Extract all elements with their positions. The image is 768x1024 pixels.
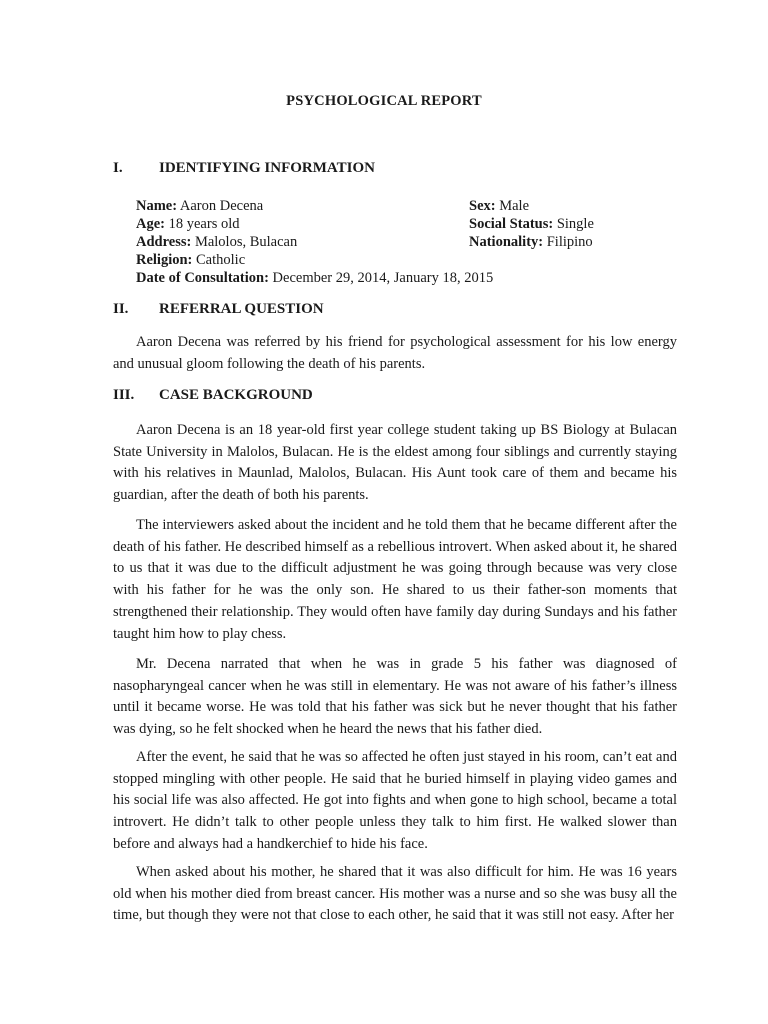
info-value: Aaron Decena — [177, 198, 264, 214]
info-label: Nationality: — [469, 234, 544, 250]
paragraph-text: Mr. Decena narrated that when he was in grade 5 his father was diagnosed of nasopharyngeal cancer when he was still in elementary. He was not aware of his father’s illness until it became worse. He was told that his father was sick but he never thought that his father was dying, so he felt shocked when he heard the news that his father died. — [113, 656, 677, 738]
paragraph-text: Aaron Decena was referred by his friend for psychological assessment for his low energy and unusual gloom following the death of his parents. — [113, 334, 677, 372]
background-paragraph-1 — [113, 420, 677, 507]
section-number: I. — [113, 160, 123, 176]
paragraph-text: The interviewers asked about the incident and he told them that he became different after the death of his father. He described himself as a rebellious introvert. When asked about it, he shared to us that it was due to the difficult adjustment he was going through because was very close with his father for he was the only son. He shared to us their father-son moments that strengthened their relationship. They would often have family day during Sundays and his father taught him how to play chess. — [113, 517, 677, 642]
referral-paragraph — [113, 332, 677, 375]
info-label: Age: — [136, 216, 165, 232]
info-value: December 29, 2014, January 18, 2015 — [268, 270, 494, 286]
section-title: CASE BACKGROUND — [159, 387, 313, 403]
info-nationality — [469, 233, 593, 251]
paragraph-text: Aaron Decena is an 18 year-old first year college student taking up BS Biology at Bulacan State University in Malolos, Bulacan. He is the eldest among four siblings and currently staying with his relatives in Maunlad, Malolos, Bulacan. His Aunt took care of them and became his guardian, after the death of both his parents. — [113, 422, 677, 504]
info-value: Filipino — [543, 234, 593, 250]
info-age — [136, 215, 240, 233]
info-sex — [469, 197, 529, 215]
info-label: Religion: — [136, 252, 193, 268]
section-title: REFERRAL QUESTION — [159, 301, 324, 317]
info-social-status — [469, 215, 594, 233]
background-paragraph-5 — [113, 862, 677, 927]
info-value: Malolos, Bulacan — [191, 234, 298, 250]
background-paragraph-3 — [113, 654, 677, 741]
info-label: Sex: — [469, 198, 496, 214]
paragraph-text: When asked about his mother, he shared that it was also difficult for him. He was 16 years old when his mother died from breast cancer. His mother was a nurse and so she was busy all the time, but though they were not that close to each other, he said that it was still not easy. After her — [113, 864, 677, 924]
info-name — [136, 197, 263, 215]
section-number: III. — [113, 387, 135, 403]
info-label: Date of Consultation: — [136, 270, 269, 286]
info-label: Address: — [136, 234, 192, 250]
info-value: Single — [553, 216, 594, 232]
info-label: Social Status: — [469, 216, 554, 232]
section-number: II. — [113, 301, 129, 317]
info-value: Catholic — [192, 252, 246, 268]
info-address — [136, 233, 297, 251]
info-value: Male — [495, 198, 530, 214]
page-title: PSYCHOLOGICAL REPORT — [286, 93, 482, 109]
section-heading-background — [113, 387, 313, 404]
paragraph-text: After the event, he said that he was so affected he often just stayed in his room, can’t eat and stopped mingling with other people. He said that he buried himself in playing video games and his social life was also affected. He got into fights and when gone to high school, became a total introvert. He didn’t talk to other people unless they talk to him first. He walked slower than before and always had a handkerchief to hide his face. — [113, 749, 677, 852]
info-date-of-consultation — [136, 269, 493, 287]
info-value: 18 years old — [165, 216, 240, 232]
section-title: IDENTIFYING INFORMATION — [159, 160, 375, 176]
section-heading-referral — [113, 301, 324, 318]
background-paragraph-2 — [113, 515, 677, 645]
info-label: Name: — [136, 198, 178, 214]
section-heading-identifying — [113, 160, 375, 177]
background-paragraph-4 — [113, 747, 677, 856]
info-religion — [136, 251, 245, 269]
